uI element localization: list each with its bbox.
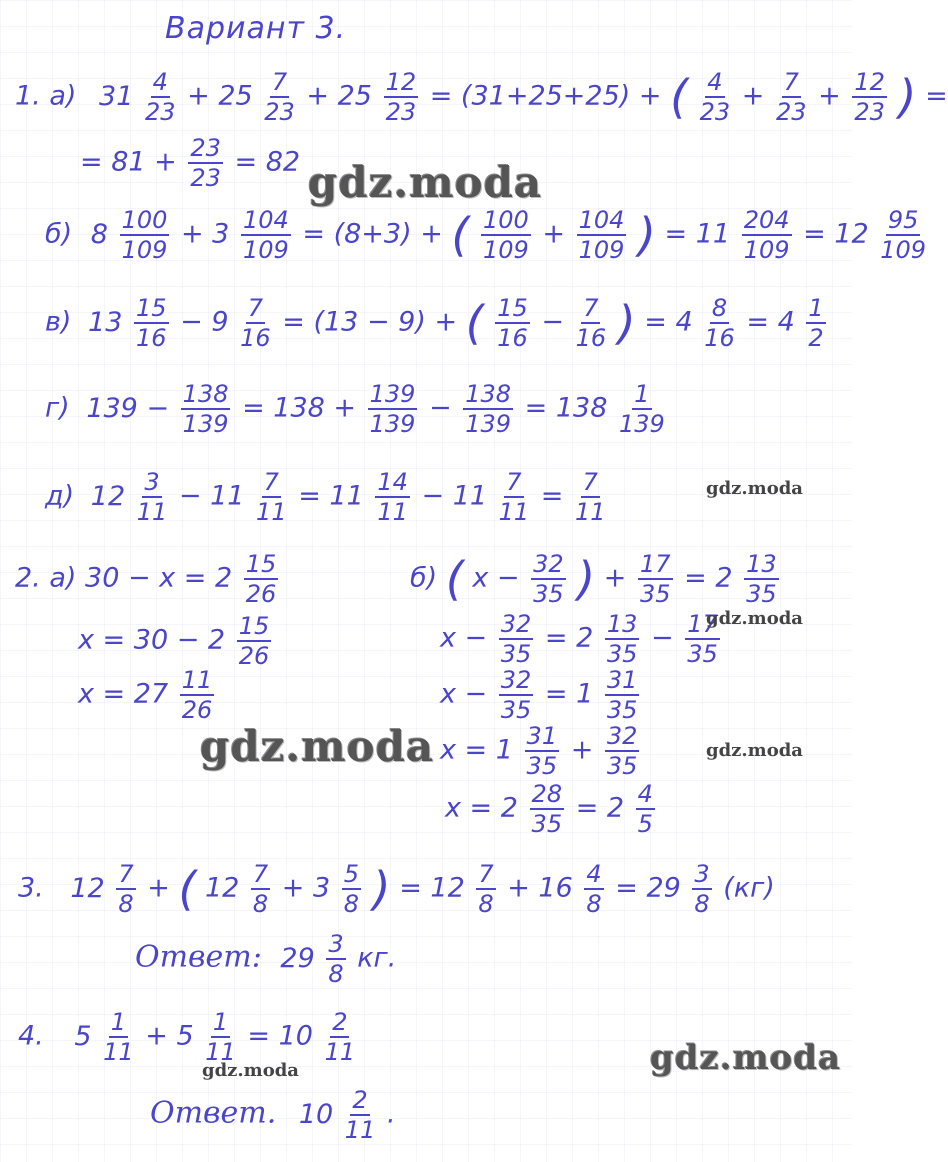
denominator: 139 [182, 410, 229, 438]
answer-label: Ответ. [150, 1095, 277, 1131]
term: x = 30 − 2 [78, 624, 226, 656]
whole: 31 [99, 80, 134, 112]
fraction [244, 552, 279, 606]
denominator: 16 [136, 324, 167, 352]
numerator: 14 [377, 468, 408, 496]
denominator: 8 [478, 890, 494, 918]
fraction [499, 470, 530, 524]
numerator: 28 [531, 780, 563, 808]
term: = 4 [746, 306, 795, 338]
fraction [375, 470, 410, 524]
denominator: 139 [619, 410, 665, 438]
close-paren: ) [898, 70, 917, 124]
numerator: 3 [144, 468, 160, 496]
fraction [584, 862, 603, 916]
task-2b-line-5 [445, 782, 658, 836]
denominator: 109 [121, 236, 168, 264]
denominator: 35 [687, 640, 718, 668]
term: = 82 [234, 146, 301, 178]
fraction [605, 724, 640, 778]
numerator: 12 [385, 68, 417, 96]
fraction [495, 296, 530, 350]
term: = (31+25+25) + [429, 80, 662, 112]
operator: + [570, 734, 594, 766]
fraction [704, 296, 735, 350]
task-label: 1. а) [15, 80, 77, 112]
term: + 16 [507, 872, 573, 904]
denominator: 8 [694, 890, 710, 918]
open-paren: ( [445, 552, 464, 606]
fraction [342, 862, 361, 916]
whole: 12 [204, 872, 240, 904]
fraction [577, 208, 627, 262]
term: = 4 [644, 306, 693, 338]
numerator: 13 [746, 550, 777, 578]
denominator: 23 [264, 98, 295, 126]
numerator: 17 [640, 550, 671, 578]
fraction [476, 862, 495, 916]
term: 30 − x = 2 [85, 562, 233, 594]
fraction [880, 208, 926, 262]
task-2b-line-4 [440, 724, 642, 778]
close-paren: ) [372, 862, 391, 916]
whole: 29 [280, 942, 315, 974]
denominator: 109 [578, 236, 625, 264]
numerator: 7 [478, 860, 494, 888]
watermark: gdz.moda [202, 1060, 299, 1081]
numerator: 104 [242, 206, 289, 234]
term: − 9 [180, 306, 229, 338]
denominator: 26 [238, 642, 270, 670]
fraction [345, 1088, 376, 1142]
numerator: 31 [606, 666, 638, 694]
term: = 2 [544, 622, 594, 654]
fraction [575, 470, 606, 524]
task-2b-line-3 [440, 668, 642, 722]
fraction [638, 552, 673, 606]
denominator: 8 [586, 890, 602, 918]
task-1g-line [45, 382, 668, 436]
fraction [264, 70, 295, 124]
term: = 10 [247, 1020, 313, 1052]
watermark: gdz.moda [650, 1038, 842, 1078]
numerator: 7 [247, 294, 264, 322]
term: = 138 + [242, 392, 357, 424]
denominator: 23 [385, 98, 417, 126]
numerator: 7 [582, 468, 598, 496]
numerator: 4 [637, 780, 653, 808]
fraction [326, 932, 345, 986]
numerator: 7 [271, 68, 288, 96]
numerator: 17 [687, 610, 718, 638]
task-3-line [18, 862, 775, 916]
fraction [116, 862, 135, 916]
numerator: 7 [263, 468, 279, 496]
numerator: 7 [783, 68, 799, 96]
whole: 12 [70, 872, 105, 904]
term: x = 27 [78, 678, 169, 710]
term: = 138 [524, 392, 608, 424]
numerator: 13 [606, 610, 638, 638]
denominator: 35 [533, 580, 564, 608]
numerator: 32 [500, 610, 532, 638]
denominator: 26 [245, 580, 277, 608]
page-title: Вариант 3. [165, 11, 347, 46]
fraction [619, 382, 665, 436]
term: = 81 + [80, 146, 177, 178]
term: = 11 [664, 218, 731, 250]
denominator: 35 [606, 696, 638, 724]
term: = (13 − 9) + [282, 306, 458, 338]
numerator: 11 [181, 666, 213, 694]
watermark: gdz.moda [200, 722, 435, 771]
task-1b-line [45, 208, 929, 262]
fraction [134, 296, 169, 350]
fraction [180, 668, 215, 722]
numerator: 204 [743, 206, 790, 234]
fraction [530, 782, 565, 836]
operator: + [542, 218, 565, 250]
fraction [636, 782, 655, 836]
fraction [776, 70, 807, 124]
denominator: 16 [240, 324, 271, 352]
open-paren: ( [465, 296, 484, 350]
fraction [240, 296, 271, 350]
term: = 12 [803, 218, 869, 250]
fraction [137, 470, 168, 524]
denominator: 11 [498, 498, 530, 526]
fraction [145, 70, 176, 124]
task-1v-line [45, 296, 829, 350]
numerator: 138 [182, 380, 229, 408]
denominator: 11 [575, 498, 606, 526]
numerator: 8 [711, 294, 728, 322]
denominator: 11 [205, 1038, 236, 1066]
fraction [188, 136, 223, 190]
numerator: 4 [707, 68, 723, 96]
fraction [499, 612, 534, 666]
operator: + [741, 80, 765, 112]
operator: = [925, 80, 948, 112]
numerator: 1 [808, 294, 824, 322]
task-label: 4. [18, 1020, 44, 1052]
whole: 13 [88, 306, 123, 338]
period: . [386, 1098, 396, 1130]
numerator: 3 [328, 930, 344, 958]
fraction [852, 70, 887, 124]
denominator: 23 [190, 164, 221, 192]
denominator: 11 [136, 498, 168, 526]
task-label: б) [45, 218, 73, 250]
numerator: 138 [465, 380, 512, 408]
fraction [605, 612, 640, 666]
close-paren: ) [577, 552, 596, 606]
term: = [540, 480, 564, 512]
numerator: 32 [606, 722, 638, 750]
term: x − [440, 622, 488, 654]
denominator: 23 [854, 98, 885, 126]
task-4-answer [150, 1088, 396, 1142]
denominator: 23 [144, 98, 176, 126]
numerator: 2 [332, 1008, 348, 1036]
task-1d-line [45, 470, 609, 524]
fraction [692, 862, 711, 916]
denominator: 16 [497, 324, 528, 352]
term: x − [440, 678, 488, 710]
close-paren: ) [638, 208, 656, 262]
numerator: 31 [526, 722, 558, 750]
task-label: в) [45, 306, 72, 338]
denominator: 26 [181, 696, 213, 724]
numerator: 12 [854, 68, 885, 96]
denominator: 109 [743, 236, 790, 264]
task-3-answer [135, 932, 396, 986]
task-1a-line [15, 70, 948, 124]
denominator: 109 [482, 236, 529, 264]
term: x = 1 [440, 734, 513, 766]
denominator: 11 [256, 498, 287, 526]
fraction [525, 724, 560, 778]
numerator: 1 [110, 1008, 127, 1036]
denominator: 35 [526, 752, 558, 780]
term: = 2 [575, 792, 625, 824]
denominator: 35 [606, 752, 638, 780]
task-2b-line-1 [410, 552, 782, 606]
denominator: 35 [531, 810, 563, 838]
fraction [256, 470, 287, 524]
denominator: 139 [369, 410, 416, 438]
task-label: д) [45, 480, 75, 512]
fraction [742, 208, 792, 262]
numerator: 3 [694, 860, 710, 888]
term: = 12 [399, 872, 465, 904]
denominator: 35 [640, 580, 671, 608]
denominator: 35 [746, 580, 777, 608]
term: = 2 [684, 562, 733, 594]
fraction [384, 70, 419, 124]
numerator: 7 [252, 860, 269, 888]
denominator: 23 [699, 98, 731, 126]
unit: (кг) [723, 872, 775, 904]
denominator: 11 [377, 498, 408, 526]
numerator: 100 [121, 206, 168, 234]
fraction [499, 668, 534, 722]
task-label: б) [410, 562, 438, 594]
term: − 11 [421, 480, 488, 512]
term: = 11 [298, 480, 364, 512]
numerator: 100 [482, 206, 529, 234]
term: 139 − [86, 392, 170, 424]
term: = (8+3) + [302, 218, 443, 250]
denominator: 8 [118, 890, 134, 918]
numerator: 139 [369, 380, 416, 408]
operator: − [429, 392, 452, 424]
term: + 25 [306, 80, 372, 112]
fraction [605, 668, 640, 722]
fraction [237, 614, 272, 668]
numerator: 23 [190, 134, 221, 162]
term: = 1 [544, 678, 594, 710]
numerator: 15 [136, 294, 167, 322]
whole: 5 [74, 1020, 92, 1052]
numerator: 95 [887, 206, 919, 234]
operator: − [651, 622, 674, 654]
fraction [806, 296, 825, 350]
whole: 12 [90, 480, 126, 512]
open-paren: ( [670, 70, 689, 124]
watermark: gdz.moda [706, 478, 803, 499]
denominator: 109 [242, 236, 289, 264]
denominator: 5 [637, 810, 653, 838]
fraction [576, 296, 607, 350]
fraction [744, 552, 779, 606]
denominator: 35 [606, 640, 638, 668]
unit: кг. [357, 942, 397, 974]
denominator: 16 [575, 324, 607, 352]
numerator: 7 [506, 468, 522, 496]
numerator: 32 [500, 666, 532, 694]
denominator: 8 [252, 890, 269, 918]
whole: 8 [90, 218, 108, 250]
watermark: gdz.moda [706, 740, 803, 761]
fraction [481, 208, 531, 262]
fraction [463, 382, 513, 436]
denominator: 23 [776, 98, 807, 126]
numerator: 4 [152, 68, 168, 96]
numerator: 4 [586, 860, 602, 888]
watermark: gdz.moda [308, 158, 543, 207]
denominator: 2 [808, 324, 824, 352]
operator: − [541, 306, 564, 338]
fraction [241, 208, 291, 262]
whole: 10 [298, 1098, 334, 1130]
numerator: 7 [583, 294, 599, 322]
task-2a-line-3 [78, 668, 217, 722]
term: + 25 [187, 80, 253, 112]
denominator: 16 [704, 324, 735, 352]
task-1a-line-2 [80, 136, 300, 190]
term: + 5 [145, 1020, 194, 1052]
numerator: 15 [497, 294, 528, 322]
term: x = 2 [445, 792, 518, 824]
term: x − [472, 562, 520, 594]
denominator: 8 [343, 890, 360, 918]
fraction [103, 1010, 134, 1064]
operator: + [147, 872, 170, 904]
term: = 29 [615, 872, 681, 904]
fraction [368, 382, 418, 436]
denominator: 11 [344, 1116, 376, 1144]
operator: + [603, 562, 627, 594]
fraction [251, 862, 270, 916]
term: − 11 [178, 480, 245, 512]
task-4-line [18, 1010, 358, 1064]
numerator: 104 [578, 206, 625, 234]
fraction [325, 1010, 356, 1064]
answer-label: Ответ: [135, 939, 262, 975]
term: + 3 [281, 872, 331, 904]
numerator: 32 [533, 550, 564, 578]
numerator: 15 [245, 550, 277, 578]
denominator: 11 [324, 1038, 356, 1066]
fraction [181, 382, 231, 436]
task-2b-line-2 [440, 612, 723, 666]
numerator: 1 [212, 1008, 229, 1036]
watermark: gdz.moda [706, 608, 803, 629]
task-label: 2. а) [15, 562, 77, 594]
open-paren: ( [178, 862, 197, 916]
close-paren: ) [617, 296, 636, 350]
denominator: 109 [880, 236, 927, 264]
task-label: 3. [18, 872, 44, 904]
denominator: 11 [103, 1038, 134, 1066]
numerator: 5 [343, 860, 360, 888]
open-paren: ( [451, 208, 470, 262]
fraction [120, 208, 170, 262]
task-2a-line-2 [78, 614, 274, 668]
task-label: г) [45, 392, 70, 424]
fraction [205, 1010, 236, 1064]
numerator: 7 [118, 860, 134, 888]
denominator: 35 [500, 640, 532, 668]
term: + 3 [180, 218, 230, 250]
numerator: 15 [238, 612, 270, 640]
fraction [531, 552, 566, 606]
task-2a-line-1 [15, 552, 281, 606]
numerator: 1 [634, 380, 650, 408]
denominator: 8 [328, 960, 344, 988]
numerator: 2 [352, 1086, 368, 1114]
fraction [700, 70, 731, 124]
operator: + [818, 80, 841, 112]
denominator: 139 [465, 410, 512, 438]
denominator: 35 [500, 696, 532, 724]
